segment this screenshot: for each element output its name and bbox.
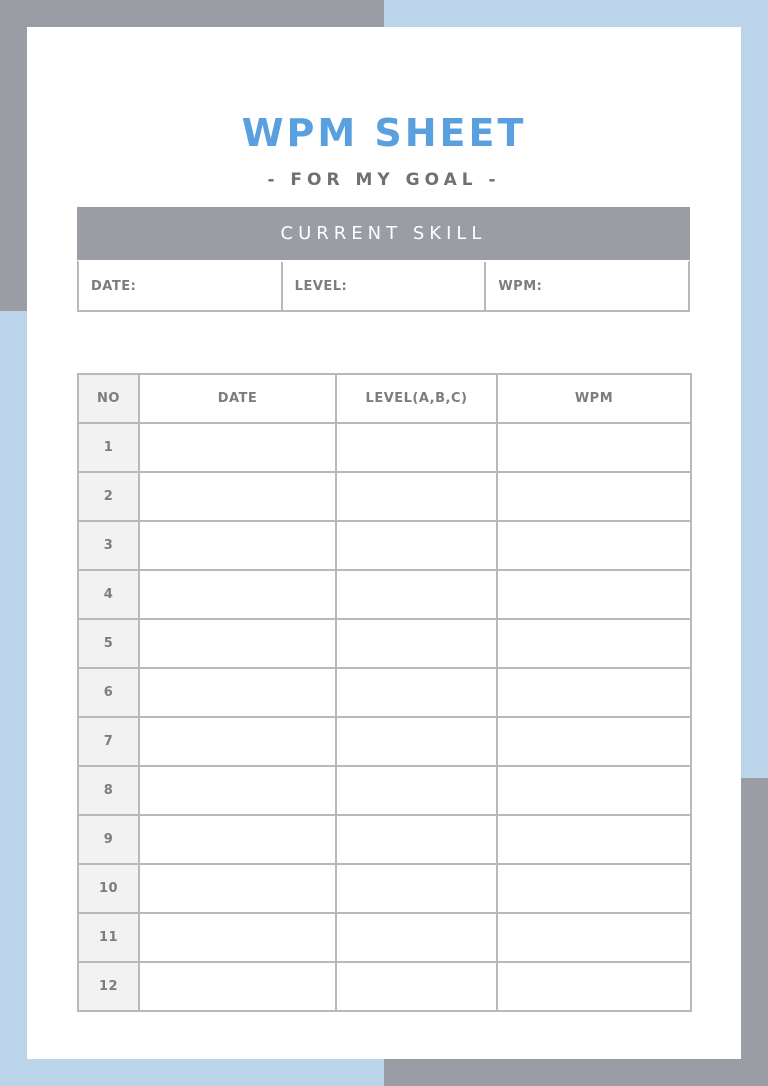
wpm-cell[interactable] bbox=[497, 619, 691, 668]
table-row bbox=[78, 570, 691, 619]
wpm-cell[interactable] bbox=[497, 570, 691, 619]
wpm-cell[interactable] bbox=[497, 668, 691, 717]
date-cell[interactable] bbox=[139, 472, 336, 521]
column-header-date: DATE bbox=[139, 374, 336, 423]
column-header-wpm: WPM bbox=[497, 374, 691, 423]
date-cell[interactable] bbox=[139, 521, 336, 570]
wpm-cell[interactable] bbox=[497, 962, 691, 1011]
date-cell[interactable] bbox=[139, 766, 336, 815]
row-number-cell: 10 bbox=[78, 864, 139, 913]
date-cell[interactable] bbox=[139, 570, 336, 619]
wpm-cell[interactable] bbox=[497, 423, 691, 472]
table-header-row bbox=[78, 374, 691, 423]
row-number-cell: 12 bbox=[78, 962, 139, 1011]
current-skill-date-field[interactable]: DATE: bbox=[91, 278, 137, 294]
date-cell[interactable] bbox=[139, 815, 336, 864]
table-row bbox=[78, 619, 691, 668]
table-row bbox=[78, 717, 691, 766]
row-number-cell: 1 bbox=[78, 423, 139, 472]
row-number-cell: 7 bbox=[78, 717, 139, 766]
page-title: WPM SHEET bbox=[241, 111, 527, 155]
table-row bbox=[78, 668, 691, 717]
row-number-cell: 4 bbox=[78, 570, 139, 619]
wpm-cell[interactable] bbox=[497, 472, 691, 521]
date-cell[interactable] bbox=[139, 913, 336, 962]
level-cell[interactable] bbox=[336, 962, 497, 1011]
current-skill-wpm-field[interactable]: WPM: bbox=[484, 262, 688, 310]
level-cell[interactable] bbox=[336, 423, 497, 472]
row-number-cell: 3 bbox=[78, 521, 139, 570]
wpm-cell[interactable] bbox=[497, 815, 691, 864]
level-cell[interactable] bbox=[336, 472, 497, 521]
level-cell[interactable] bbox=[336, 766, 497, 815]
level-cell[interactable] bbox=[336, 913, 497, 962]
date-cell[interactable] bbox=[139, 864, 336, 913]
wpm-cell[interactable] bbox=[497, 521, 691, 570]
date-cell[interactable] bbox=[139, 717, 336, 766]
worksheet-page bbox=[27, 27, 741, 1059]
wpm-cell[interactable] bbox=[497, 913, 691, 962]
row-number-cell: 11 bbox=[78, 913, 139, 962]
wpm-cell[interactable] bbox=[497, 864, 691, 913]
current-skill-header: CURRENT SKILL bbox=[77, 207, 690, 260]
date-cell[interactable] bbox=[139, 668, 336, 717]
level-cell[interactable] bbox=[336, 815, 497, 864]
current-skill-level-field[interactable]: LEVEL: bbox=[281, 262, 485, 310]
level-cell[interactable] bbox=[336, 668, 497, 717]
row-number-cell: 9 bbox=[78, 815, 139, 864]
current-skill-fields-row bbox=[77, 260, 690, 312]
date-cell[interactable] bbox=[139, 423, 336, 472]
level-cell[interactable] bbox=[336, 521, 497, 570]
level-cell[interactable] bbox=[336, 570, 497, 619]
table-row bbox=[78, 815, 691, 864]
level-cell[interactable] bbox=[336, 619, 497, 668]
level-cell[interactable] bbox=[336, 864, 497, 913]
table-row bbox=[78, 864, 691, 913]
page-subtitle: - FOR MY GOAL - bbox=[267, 170, 501, 190]
column-header-no: NO bbox=[78, 374, 139, 423]
wpm-cell[interactable] bbox=[497, 717, 691, 766]
date-cell[interactable] bbox=[139, 619, 336, 668]
wpm-log-table bbox=[77, 373, 692, 1012]
date-cell[interactable] bbox=[139, 962, 336, 1011]
table-body bbox=[78, 423, 691, 1011]
table-row bbox=[78, 423, 691, 472]
row-number-cell: 6 bbox=[78, 668, 139, 717]
table-row bbox=[78, 472, 691, 521]
row-number-cell: 2 bbox=[78, 472, 139, 521]
table-row bbox=[78, 962, 691, 1011]
table-row bbox=[78, 766, 691, 815]
current-skill-box bbox=[77, 207, 690, 312]
table-row bbox=[78, 521, 691, 570]
row-number-cell: 8 bbox=[78, 766, 139, 815]
row-number-cell: 5 bbox=[78, 619, 139, 668]
level-cell[interactable] bbox=[336, 717, 497, 766]
table-row bbox=[78, 913, 691, 962]
column-header-level: LEVEL(A,B,C) bbox=[336, 374, 497, 423]
wpm-cell[interactable] bbox=[497, 766, 691, 815]
